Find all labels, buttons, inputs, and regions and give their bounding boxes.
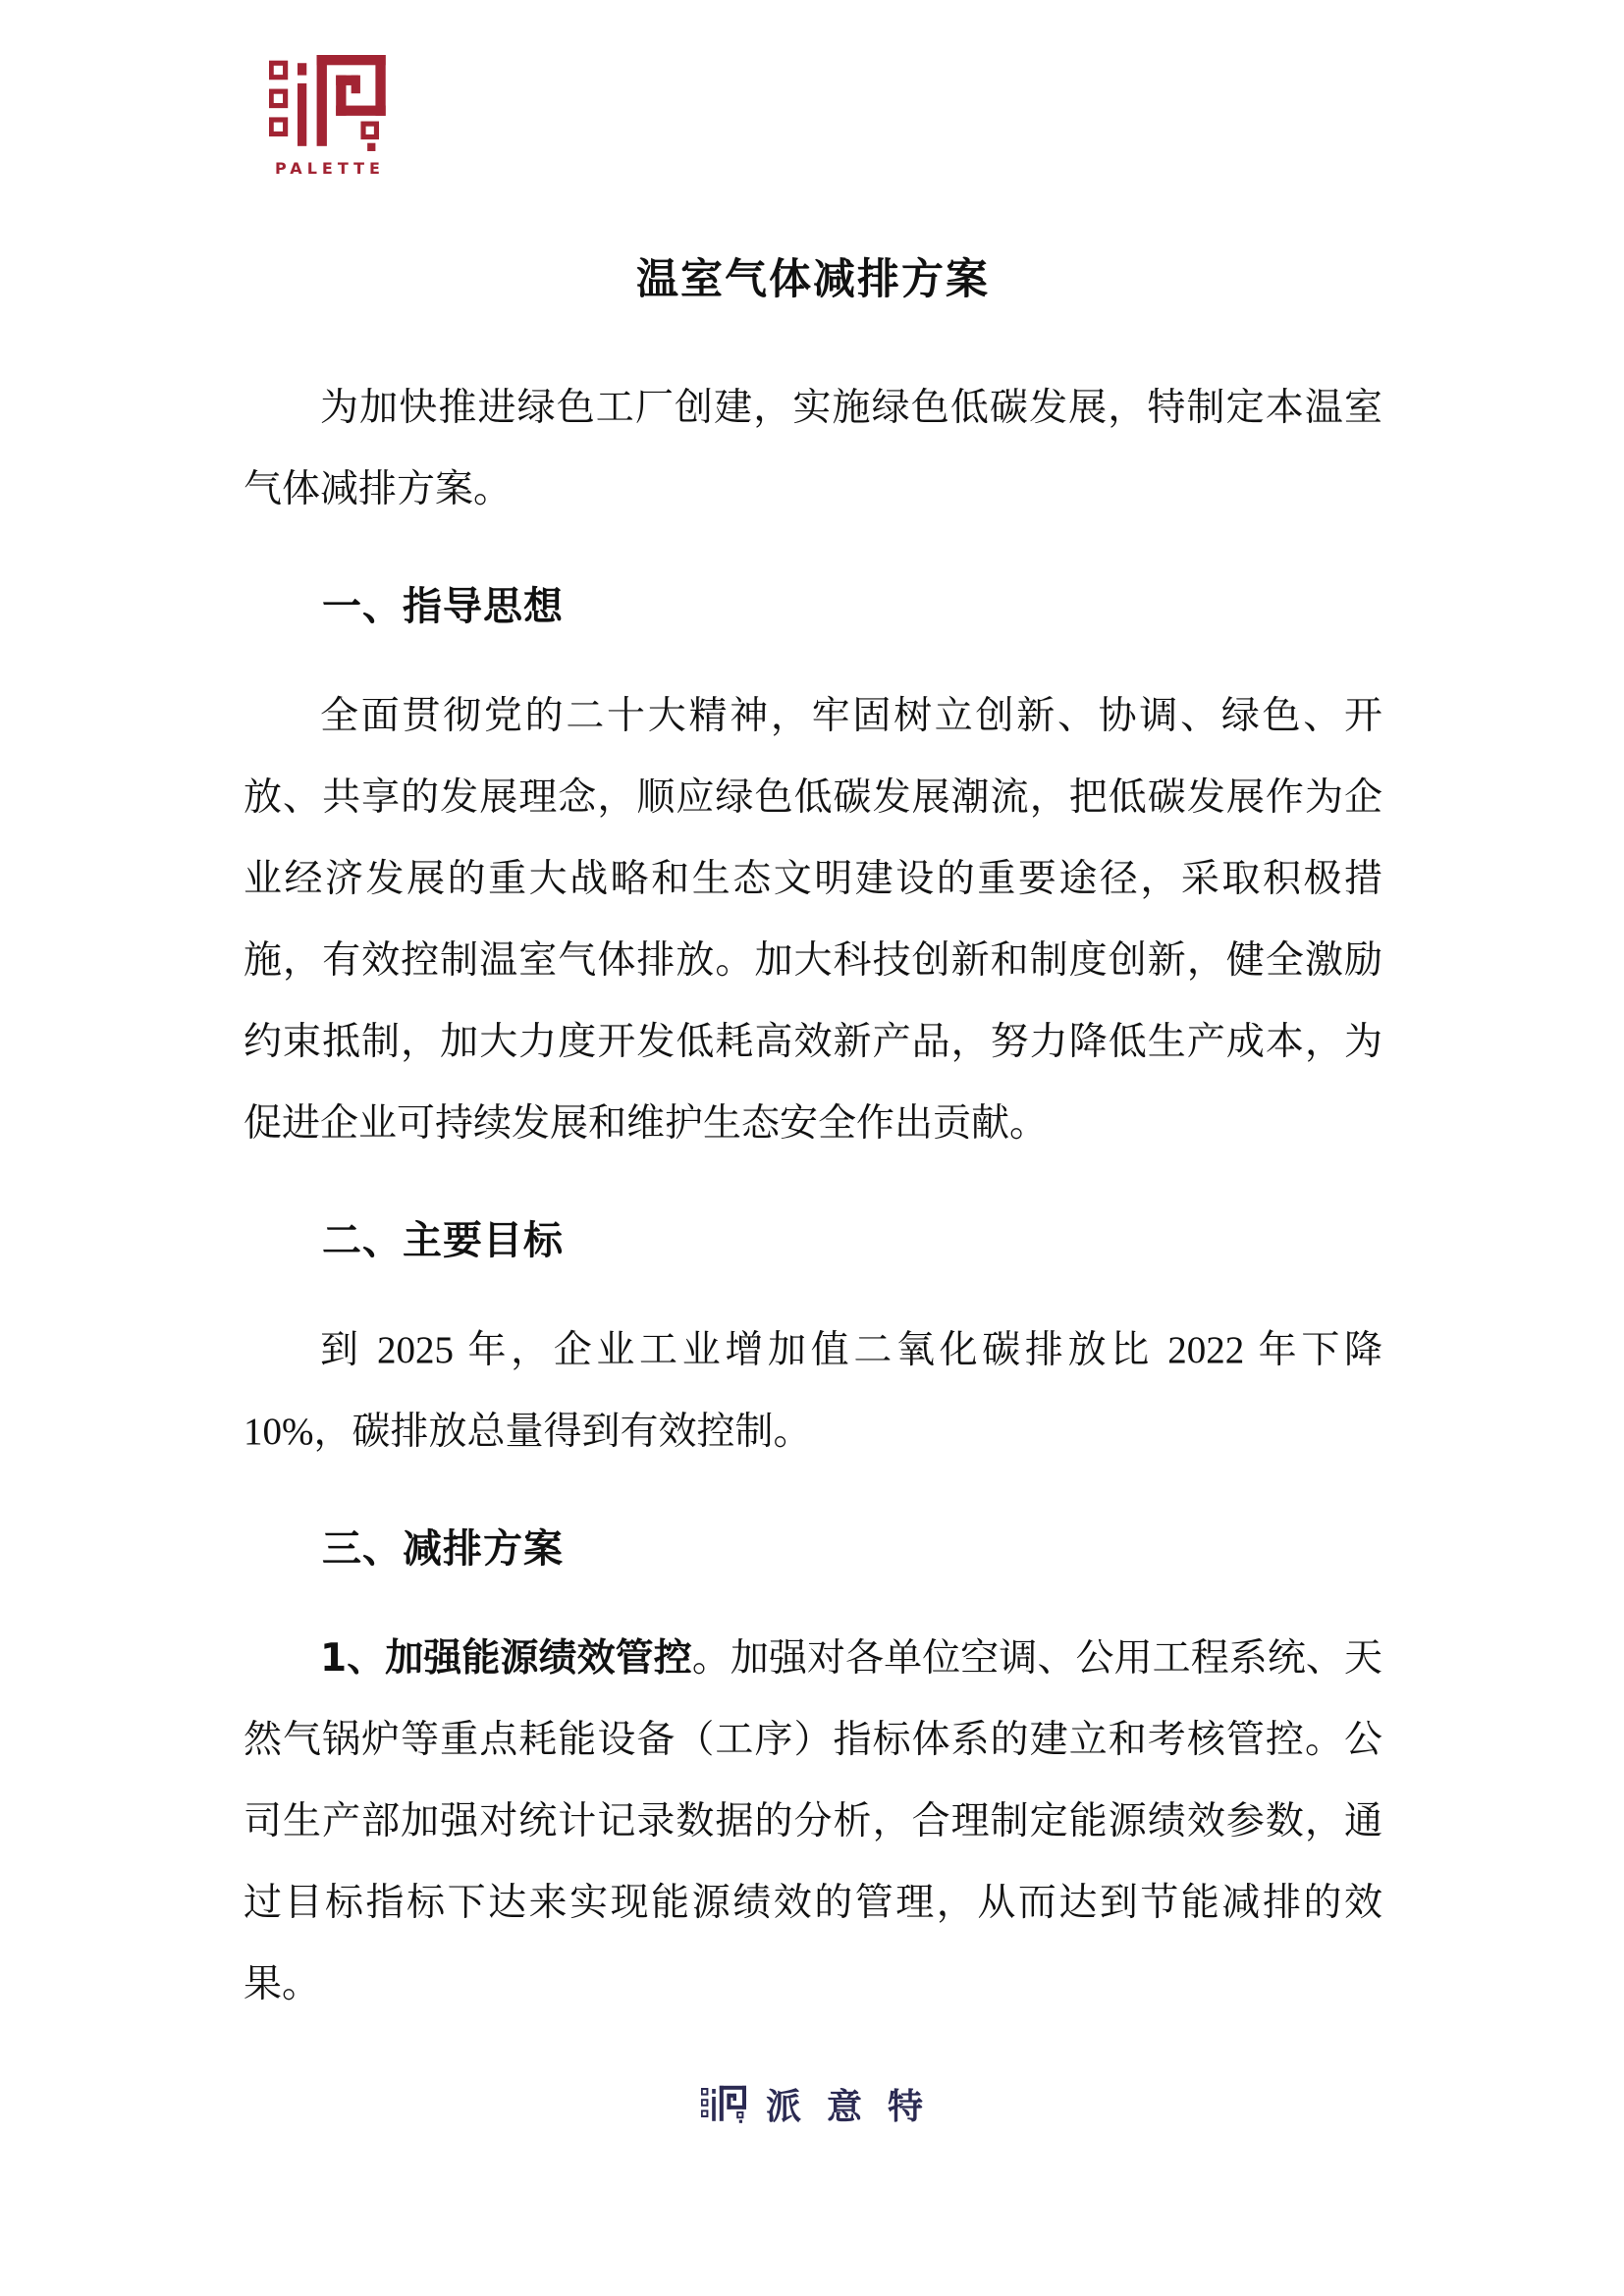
section-heading-reduction-plan: 三、减排方案	[322, 1526, 564, 1572]
palette-wordmark: PALETTE	[275, 159, 385, 178]
paiyite-wordmark: 派意特	[765, 2087, 948, 2127]
document-title: 温室气体减排方案	[636, 257, 990, 303]
section-heading-main-goals: 二、主要目标	[322, 1218, 564, 1263]
section-body-main-goals: 到 2025 年，企业工业增加值二氧化碳排放比 2022 年下降 10%，碳排放总量得到有效控制。	[244, 1329, 1382, 1453]
section-heading-guiding-ideology: 一、指导思想	[322, 584, 564, 629]
reduction-plan-bold-lead: 1、加强能源绩效管控	[320, 1636, 692, 1681]
reduction-plan-body-rest: 。加强对各单位空调、公用工程系统、天然气锅炉等重点耗能设备（工序）指标体系的建立和考核管控。公司生产部加强对统计记录数据的分析，合理制定能源绩效参数，通过目标指标下达来实现能源绩效的管理，从而达到节能减排的效果。	[244, 1637, 1382, 2005]
footer-brand	[0, 2079, 1624, 2129]
section-body-reduction-plan	[244, 1618, 1382, 2025]
paiyite-logo-icon	[701, 2082, 748, 2127]
document-content	[244, 251, 1382, 2070]
intro-paragraph: 为加快推进绿色工厂创建，实施绿色低碳发展，特制定本温室气体减排方案。	[244, 387, 1382, 510]
section-body-guiding-ideology: 全面贯彻党的二十大精神，牢固树立创新、协调、绿色、开放、共享的发展理念，顺应绿色低碳发展潮流，把低碳发展作为企业经济发展的重大战略和生态文明建设的重要途径，采取积极措施，有效控制温室气体排放。加大科技创新和制度创新，健全激励约束抵制，加大力度开发低耗高效新产品，努力降低生产成本，为促进企业可持续发展和维护生态安全作出贡献。	[244, 695, 1382, 1145]
palette-logo-mark-icon	[269, 55, 391, 152]
palette-logo	[267, 55, 393, 178]
